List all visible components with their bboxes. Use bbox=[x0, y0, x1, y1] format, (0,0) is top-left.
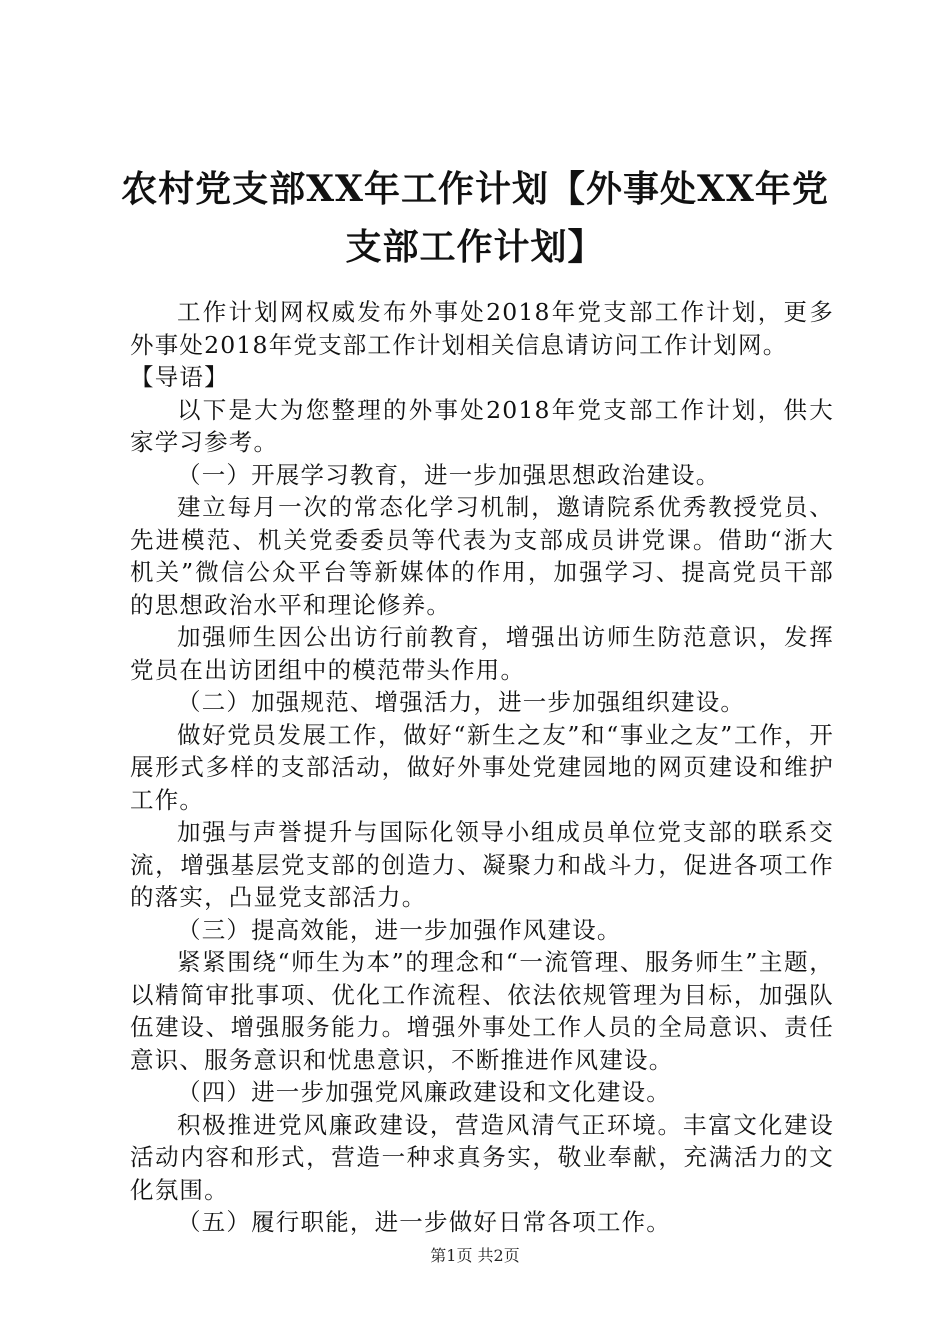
section-heading-5: （五）履行职能，进一步做好日常各项工作。 bbox=[177, 1208, 671, 1236]
paragraph: 加强师生因公出访行前教育，增强出访师生防范意识，发挥党员在出访团组中的模范带头作用。 bbox=[130, 623, 834, 684]
document-title: 农村党支部XX年工作计划【外事处XX年党支部工作计划】 bbox=[121, 168, 829, 268]
paragraph: 建立每月一次的常态化学习机制，邀请院系优秀教授党员、先进模范、机关党委委员等代表为支部成员讲党课。借助“浙大机关”微信公众平台等新媒体的作用，加强学习、提高党员干部的思想政治水平和理论修养。 bbox=[130, 493, 834, 619]
paragraph: 做好党员发展工作，做好“新生之友”和“事业之友”工作，开展形式多样的支部活动，做好外事处党建园地的网页建设和维护工作。 bbox=[130, 720, 834, 814]
paragraph: 紧紧围绕“师生为本”的理念和“一流管理、服务师生”主题，以精简审批事项、优化工作流程、依法依规管理为目标，加强队伍建设、增强服务能力。增强外事处工作人员的全局意识、责任意识、服务意识和忧患意识，不断推进作风建设。 bbox=[130, 948, 834, 1074]
section-heading-4: （四）进一步加强党风廉政建设和文化建设。 bbox=[177, 1078, 671, 1106]
section-heading-2: （二）加强规范、增强活力，进一步加强组织建设。 bbox=[177, 688, 746, 716]
section-heading-3: （三）提高效能，进一步加强作风建设。 bbox=[177, 915, 622, 944]
page-footer: 第1页 共2页 bbox=[430, 1246, 520, 1265]
section-heading-1: （一）开展学习教育，进一步加强思想政治建设。 bbox=[177, 460, 721, 489]
paragraph: 加强与声誉提升与国际化领导小组成员单位党支部的联系交流，增强基层党支部的创造力、凝聚力和战斗力，促进各项工作的落实，凸显党支部活力。 bbox=[130, 818, 834, 911]
paragraph-intro: 工作计划网权威发布外事处2018年党支部工作计划，更多外事处2018年党支部工作计划相关信息请访问工作计划网。 bbox=[130, 298, 834, 359]
paragraph-lead-label: 【导语】 bbox=[130, 363, 229, 391]
paragraph: 积极推进党风廉政建设，营造风清气正环境。丰富文化建设活动内容和形式，营造一种求真务实，敬业奉献，充满活力的文化氛围。 bbox=[130, 1110, 834, 1204]
paragraph-lead: 以下是大为您整理的外事处2018年党支部工作计划，供大家学习参考。 bbox=[130, 395, 834, 456]
document-body bbox=[130, 296, 834, 1239]
